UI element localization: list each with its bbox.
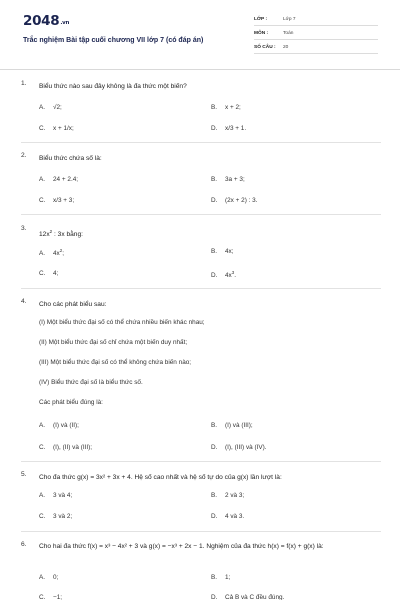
- option-letter: A.: [39, 492, 46, 499]
- option-letter: A.: [39, 422, 46, 429]
- option-text: x/3 + 1.: [225, 125, 247, 132]
- meta-subject-label: MÔN :: [254, 31, 269, 36]
- option-letter: B.: [211, 492, 218, 499]
- option-text: 3 và 4;: [53, 492, 73, 499]
- question-text: Cho đa thức g(x) = 3x² + 3x + 4. Hệ số cao nhất và hệ số tự do của g(x) lần lượt là:: [39, 474, 282, 481]
- question-text: Biểu thức nào sau đây không là đa thức một biến?: [39, 83, 187, 90]
- option-letter: B.: [211, 104, 218, 111]
- option-letter: D.: [211, 272, 218, 280]
- divider: [21, 461, 381, 462]
- option-1d[interactable]: [211, 125, 246, 132]
- option-text: x + 1/x;: [53, 125, 74, 132]
- option-letter: D.: [211, 594, 218, 600]
- option-letter: C.: [39, 125, 46, 132]
- option-5a[interactable]: [39, 492, 72, 499]
- meta-class-value: Lớp 7: [283, 17, 296, 22]
- question-number: 4.: [21, 298, 27, 305]
- question-prompt: Các phát biểu đúng là:: [39, 399, 103, 406]
- option-text: −1;: [53, 594, 63, 600]
- option-letter: A.: [39, 176, 46, 183]
- option-letter: A.: [39, 250, 46, 258]
- option-4a[interactable]: [39, 422, 79, 429]
- exponent: 2: [59, 248, 63, 253]
- option-text: 1;: [225, 574, 231, 581]
- option-3a[interactable]: [39, 248, 64, 257]
- question-text-part: : 3x bằng:: [52, 231, 83, 239]
- meta-count-label: SỐ CÂU :: [254, 45, 276, 50]
- option-letter: C.: [39, 197, 46, 204]
- divider: [21, 142, 381, 143]
- option-6d[interactable]: [211, 594, 284, 600]
- option-3d[interactable]: [211, 270, 236, 279]
- option-3c[interactable]: [39, 270, 58, 277]
- meta-subject: [254, 28, 378, 40]
- option-6b[interactable]: [211, 574, 230, 581]
- option-4b[interactable]: [211, 422, 253, 429]
- divider: [21, 531, 381, 532]
- option-text: 3 và 2;: [53, 513, 73, 520]
- meta-count: [254, 42, 378, 54]
- option-text: 24 + 2.4;: [53, 176, 79, 183]
- option-letter: D.: [211, 444, 218, 451]
- option-text: 4 và 3.: [225, 513, 245, 520]
- option-1a[interactable]: [39, 104, 62, 111]
- question-text: Cho các phát biểu sau:: [39, 301, 107, 308]
- statement-3: (III) Một biểu thức đại số có thể không chứa biến nào;: [39, 359, 192, 366]
- option-1c[interactable]: [39, 125, 74, 132]
- option-text: 3a + 3;: [225, 176, 245, 183]
- site-logo[interactable]: [23, 13, 69, 29]
- option-letter: D.: [211, 513, 218, 520]
- question-text: Cho hai đa thức f(x) = x³ − 4x² + 3 và g(x) = −x³ + 2x − 1. Nghiệm của đa thức h(x) = f(x) + g(x) là:: [39, 543, 324, 550]
- option-4c[interactable]: [39, 444, 92, 451]
- option-3b[interactable]: [211, 248, 234, 255]
- option-text: √2;: [53, 104, 62, 111]
- option-letter: B.: [211, 176, 218, 183]
- option-text: (I), (II) và (III);: [53, 444, 93, 451]
- question-number: 3.: [21, 225, 27, 232]
- option-2c[interactable]: [39, 197, 74, 204]
- option-letter: C.: [39, 513, 46, 520]
- question-number: 1.: [21, 80, 27, 87]
- question-text-part: 12x: [39, 231, 50, 239]
- option-text: (I) và (III);: [225, 422, 253, 429]
- option-1b[interactable]: [211, 104, 241, 111]
- option-text-suffix: ;: [62, 250, 65, 258]
- exponent: 3: [231, 270, 235, 275]
- question-number: 2.: [21, 152, 27, 159]
- option-text: 4x: [225, 272, 232, 280]
- question-text: [39, 225, 379, 241]
- option-2a[interactable]: [39, 176, 78, 183]
- option-text: x + 2;: [225, 104, 241, 111]
- document-header: [0, 0, 400, 70]
- option-letter: B.: [211, 574, 218, 581]
- option-letter: D.: [211, 197, 218, 204]
- option-letter: A.: [39, 104, 46, 111]
- option-letter: B.: [211, 422, 218, 429]
- option-text: 0;: [53, 574, 59, 581]
- statement-4: (IV) Biểu thức đại số là biểu thức số.: [39, 379, 143, 386]
- option-letter: C.: [39, 270, 46, 277]
- document-title: Trắc nghiệm Bài tập cuối chương VII lớp 7 (có đáp án): [23, 37, 204, 44]
- option-text-suffix: .: [234, 272, 237, 280]
- meta-class: [254, 14, 378, 26]
- meta-count-value: 20: [283, 45, 289, 50]
- question-text: Biểu thức chứa số là:: [39, 155, 102, 162]
- meta-class-label: LỚP :: [254, 17, 268, 22]
- option-6a[interactable]: [39, 574, 58, 581]
- divider: [21, 214, 381, 215]
- option-text: 4x: [53, 250, 60, 258]
- logo-suffix: .vn: [60, 20, 70, 26]
- statement-2: (II) Một biểu thức đại số chỉ chứa một biến duy nhất;: [39, 339, 188, 346]
- option-text: 4;: [53, 270, 59, 277]
- option-5d[interactable]: [211, 513, 244, 520]
- option-letter: D.: [211, 125, 218, 132]
- option-text: 4x;: [225, 248, 234, 255]
- logo-text: 2048: [23, 13, 60, 29]
- option-text: (I), (III) và (IV).: [225, 444, 267, 451]
- option-text: x/3 + 3;: [53, 197, 75, 204]
- option-letter: C.: [39, 444, 46, 451]
- question-number: 5.: [21, 471, 27, 478]
- option-6c[interactable]: [39, 594, 62, 600]
- option-5c[interactable]: [39, 513, 72, 520]
- option-letter: C.: [39, 594, 46, 600]
- statement-1: (I) Một biểu thức đại số có thể chứa nhiều biến khác nhau;: [39, 319, 205, 326]
- meta-subject-value: Toán: [283, 31, 294, 36]
- option-2b[interactable]: [211, 176, 245, 183]
- option-5b[interactable]: [211, 492, 244, 499]
- option-text: (2x + 2) : 3.: [225, 197, 258, 204]
- divider: [21, 288, 381, 289]
- option-4d[interactable]: [211, 444, 267, 451]
- option-text: Cả B và C đều đúng.: [225, 594, 285, 600]
- option-2d[interactable]: [211, 197, 258, 204]
- option-letter: A.: [39, 574, 46, 581]
- exponent: 2: [49, 229, 53, 234]
- option-letter: B.: [211, 248, 218, 255]
- question-number: 6.: [21, 541, 27, 548]
- option-text: 2 và 3;: [225, 492, 245, 499]
- option-text: (I) và (II);: [53, 422, 79, 429]
